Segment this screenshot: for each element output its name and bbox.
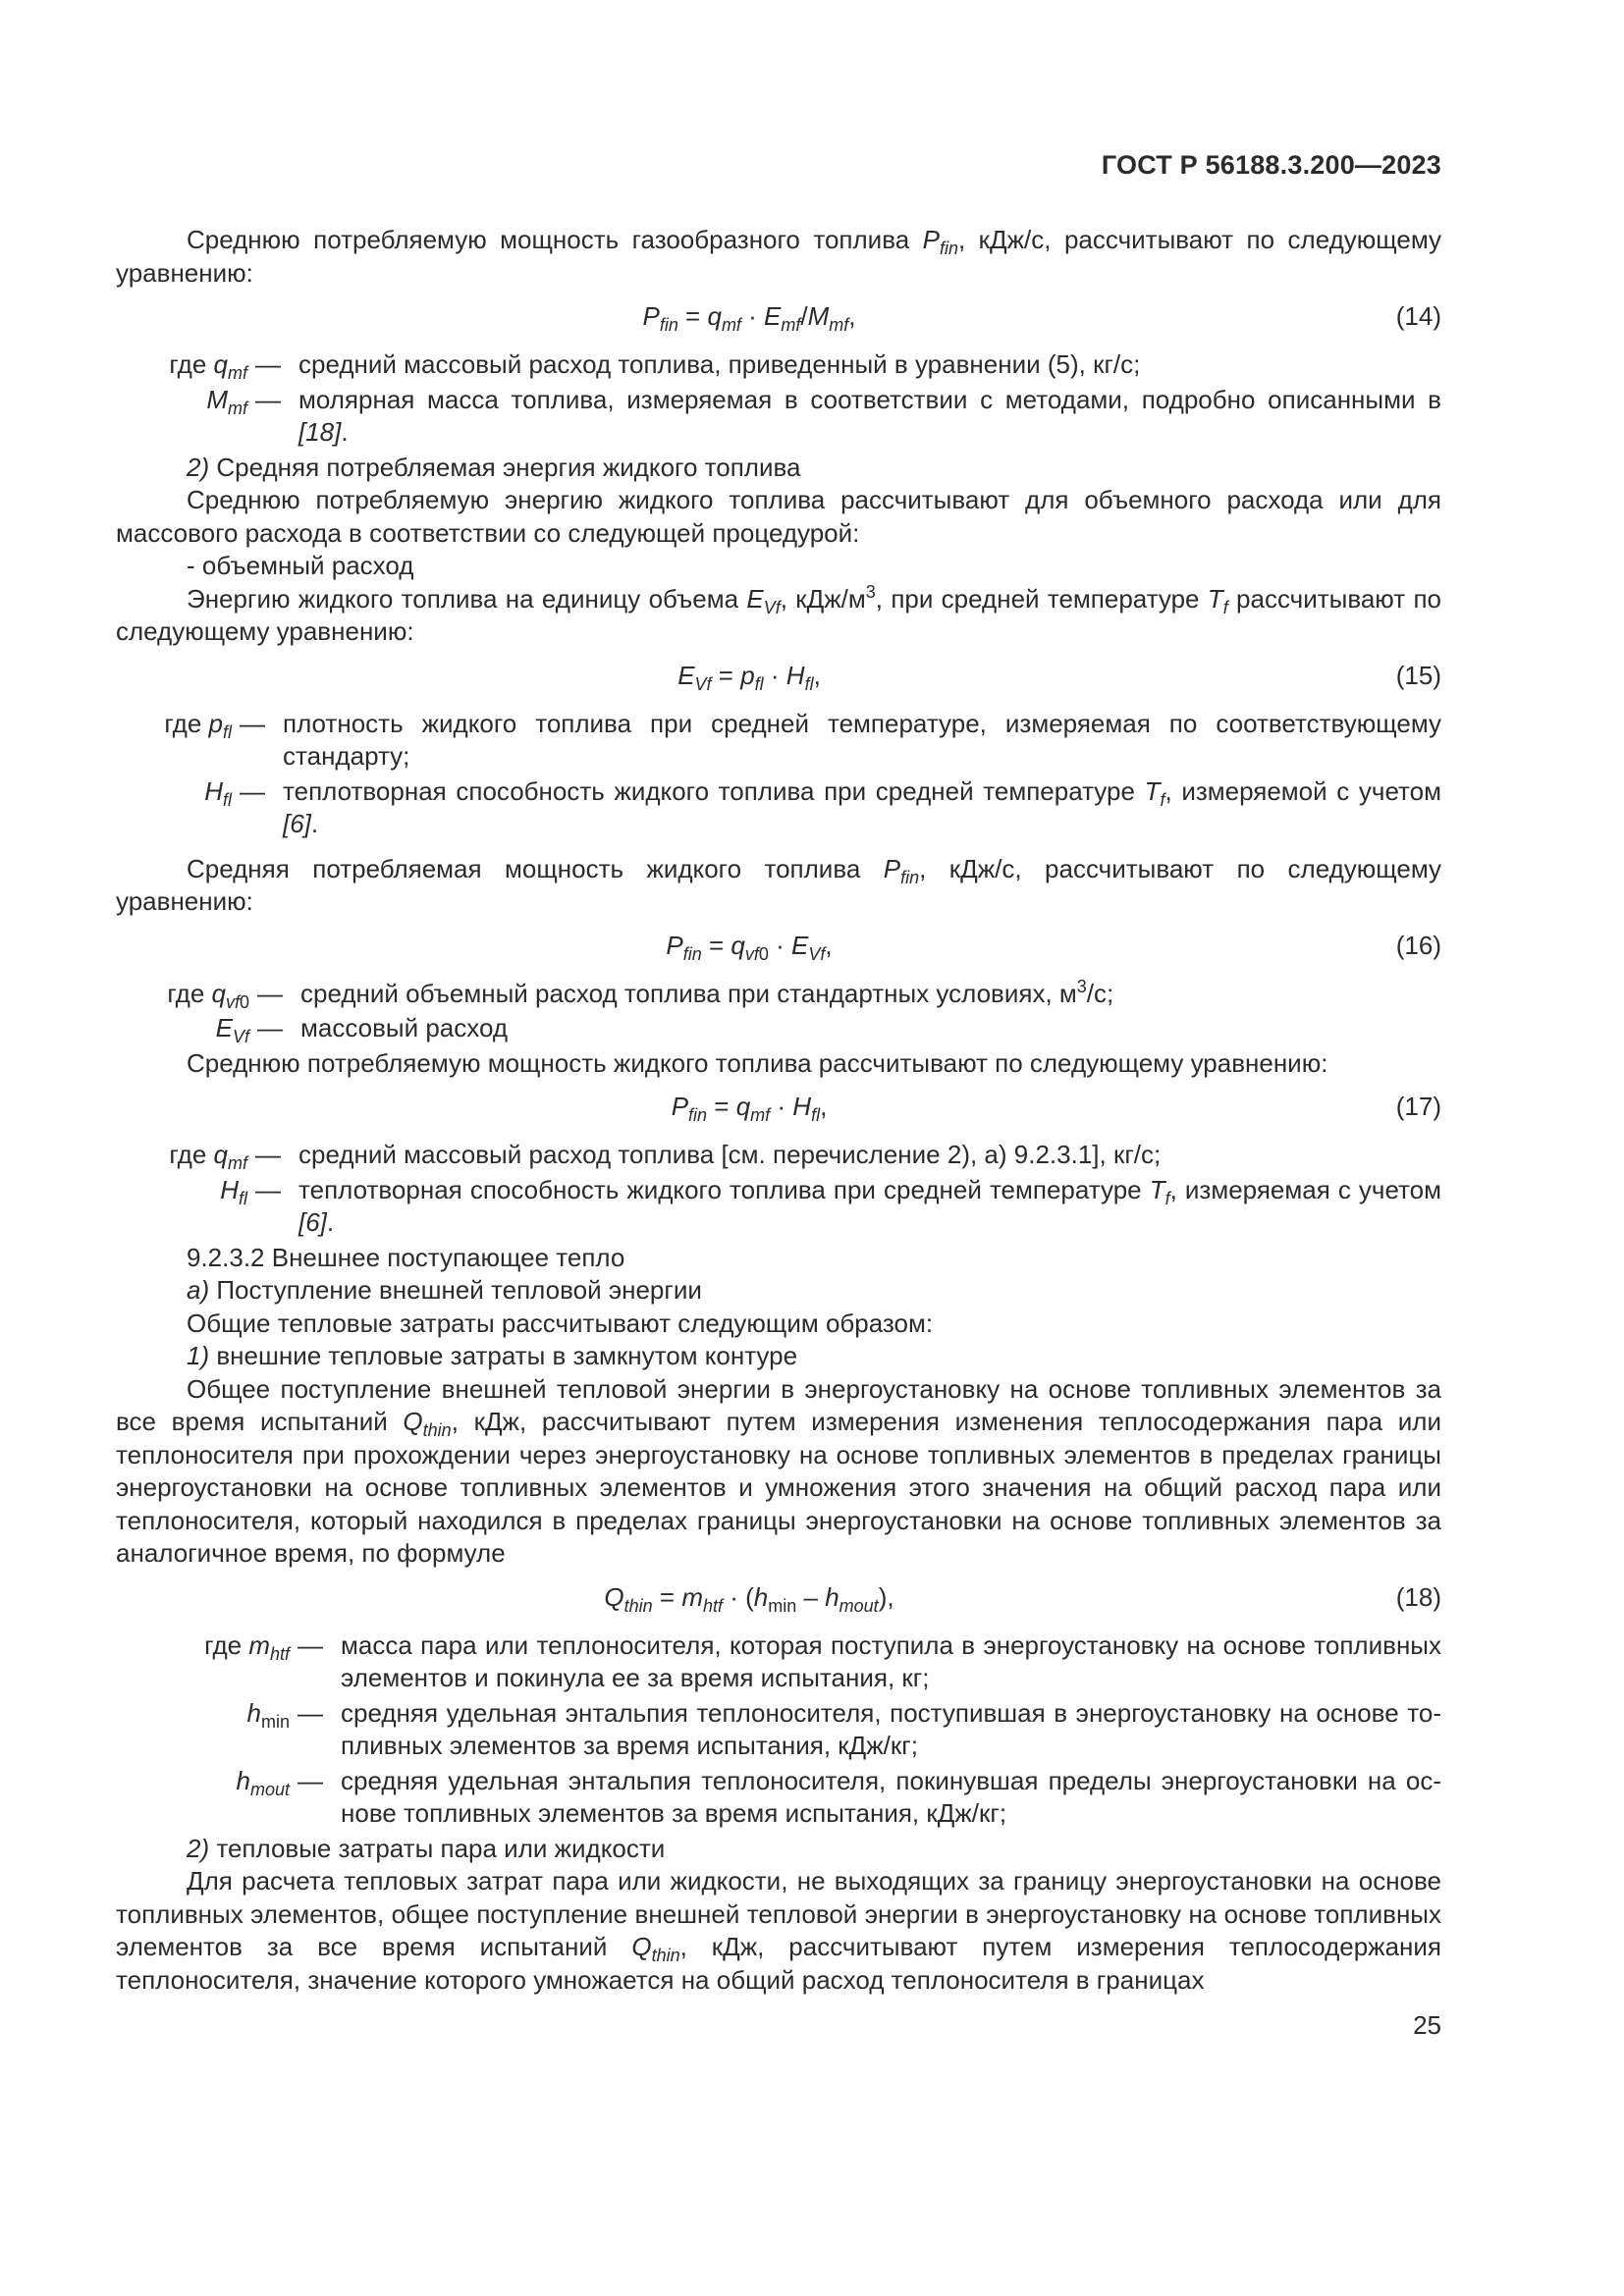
equation-14-number: (14) (1395, 301, 1441, 332)
where-item-hmout: $h_{mout}$ — средняя удельная энтальпия теплоносителя, покинувшая пределы энергоустановки на основе топливных элементов за время испытания, кДж/кг; (236, 1765, 1441, 1828)
where-item-qmf: где $q_{mf}$ — средний массовый расход топлива, приведенный в уравнении (5), кг/с; (169, 349, 1141, 383)
where-item-hfl-17: $H_{fl}$ — теплотворная способность жидкого топлива при средней температуре $T_f$, измеряемая с учетом [6]. (220, 1174, 1442, 1237)
document-code-header: ГОСТ Р 56188.3.200—2023 (1101, 150, 1441, 180)
equation-18 (116, 1575, 1441, 1622)
equation-16-formula: $P_{fin} = q_{vf0} \cdot E_{Vf}$, (666, 930, 833, 964)
equation-16 (116, 923, 1441, 970)
equation-14-formula: $P_{fin} = q_{mf} \cdot E_{mf}/M_{mf}$, (642, 301, 856, 336)
page-number: 25 (1413, 2010, 1441, 2040)
equation-17 (116, 1084, 1441, 1131)
where-item-hmin: $h_{min}$ — средняя удельная энтальпия теплоносителя, поступившая в энергоустановку на основе топливных элементов за время испытания, кДж/кг; (246, 1697, 1441, 1760)
equation-15-formula: $E_{Vf} = p_{fl} \cdot H_{fl}$, (677, 660, 821, 694)
equation-15 (116, 653, 1441, 700)
where-item-mmf: $M_{mf}$ — молярная масса топлива, измеряемая в соответствии с методами, подробно описанными в [18]. (206, 384, 1441, 447)
paragraph-total-heat-costs: Общие тепловые затраты рассчитывают следующим образом: (187, 1308, 934, 1338)
paragraph-liquid-power-equation-intro: Среднюю потребляемую мощность жидкого топлива рассчитывают по следующему уравнению: (187, 1047, 1328, 1078)
equation-15-number: (15) (1395, 660, 1441, 690)
paragraph-gas-fuel-power: Среднюю потребляемую мощность газообразного топлива $P_{fin}$, кДж/с, рассчитывают по следующему уравнению: (116, 225, 1441, 288)
where-item-qvf0: где $q_{vf0}$ — средний объемный расход топлива при стандартных условиях, $м^3/с$; (167, 976, 1114, 1012)
page-body (116, 224, 1441, 1997)
equation-18-formula: $Q_{thin} = m_{htf} \cdot (h_{min} - h_{mout})$, (604, 1581, 894, 1616)
paragraph-volumetric-flow: - объемный расход (187, 551, 414, 580)
where-item-pfl: где $p_{fl}$ — плотность жидкого топлива при средней температуре, измеряемая по соответствующему стандарту; (164, 708, 1441, 771)
subheading-external-heat: а) Поступление внешней тепловой энергии (187, 1275, 702, 1305)
where-item-qmf-17: где $q_{mf}$ — средний массовый расход топлива [см. перечисление 2), а) 9.2.3.1], кг/с; (169, 1140, 1162, 1173)
paragraph-liquid-fuel-power: Средняя потребляемая мощность жидкого топлива $P_{fin}$, кДж/с, рассчитывают по следующему уравнению: (116, 853, 1441, 916)
paragraph-steam-liquid-heat: Для расчета тепловых затрат пара или жидкости, не выходящих за границу энергоустановки на основе топливных элементов, общее поступление внешней тепловой энергии в энергоустановку на основе топливных элементов за все время испытаний $Q_{thin}$, кДж, рассчитывают путем измерения теплосодержания теплоносителя, значение которого умножается на общий расход теплоносителя в границах (116, 1866, 1441, 1995)
equation-18-number: (18) (1395, 1581, 1441, 1612)
paragraph-energy-per-volume: Энергию жидкого топлива на единицу объема $E_{Vf}$, кДж/$м^3$, при средней температуре $T_f$ рассчитывают по следующему уравнению: (116, 581, 1441, 646)
where-item-mhtf: где $m_{htf}$ — масса пара или теплоносителя, которая поступила в энергоустановку на основе топливных элементов и покинула ее за время испытания, кг; (204, 1629, 1441, 1692)
equation-14 (116, 294, 1441, 341)
paragraph-liquid-fuel-procedure: Среднюю потребляемую энергию жидкого топлива рассчитывают для объемного расхода или для массового расхода в соответствии со следующей процедурой: (116, 485, 1441, 548)
section-heading-9-2-3-2: 9.2.3.2 Внешнее поступающее тепло (187, 1242, 625, 1272)
where-item-evf: $E_{Vf}$ — массовый расход (215, 1013, 509, 1046)
equation-17-formula: $P_{fin} = q_{mf} \cdot H_{fl}$, (671, 1092, 828, 1126)
where-item-hfl: $H_{fl}$ — теплотворная способность жидкого топлива при средней температуре $T_f$, измеряемой с учетом [6]. (204, 775, 1441, 838)
equation-17-number: (17) (1395, 1092, 1441, 1122)
subheading-steam-liquid-heat: 2) тепловые затраты пара или жидкости (187, 1833, 666, 1863)
equation-16-number: (16) (1395, 930, 1441, 960)
paragraph-closed-loop-heat: Общее поступление внешней тепловой энергии в энергоустановку на основе топливных элементов за все время испытаний $Q_{thin}$, кДж, рассчитывают путем измерения изменения теплосодержания пара или теплоносителя при прохождении через энергоустановку на основе топливных элементов в пределах границы энергоустановки на основе топливных элементов и умножения этого значения на общий расход пара или теплоносителя, который находился в пределах границы энергоустановки на основе топливных элементов за аналогичное время, по формуле (116, 1373, 1441, 1568)
heading-liquid-fuel-energy: 2) Средняя потребляемая энергия жидкого топлива (187, 452, 801, 482)
subheading-closed-loop: 1) внешние тепловые затраты в замкнутом контуре (187, 1341, 798, 1370)
